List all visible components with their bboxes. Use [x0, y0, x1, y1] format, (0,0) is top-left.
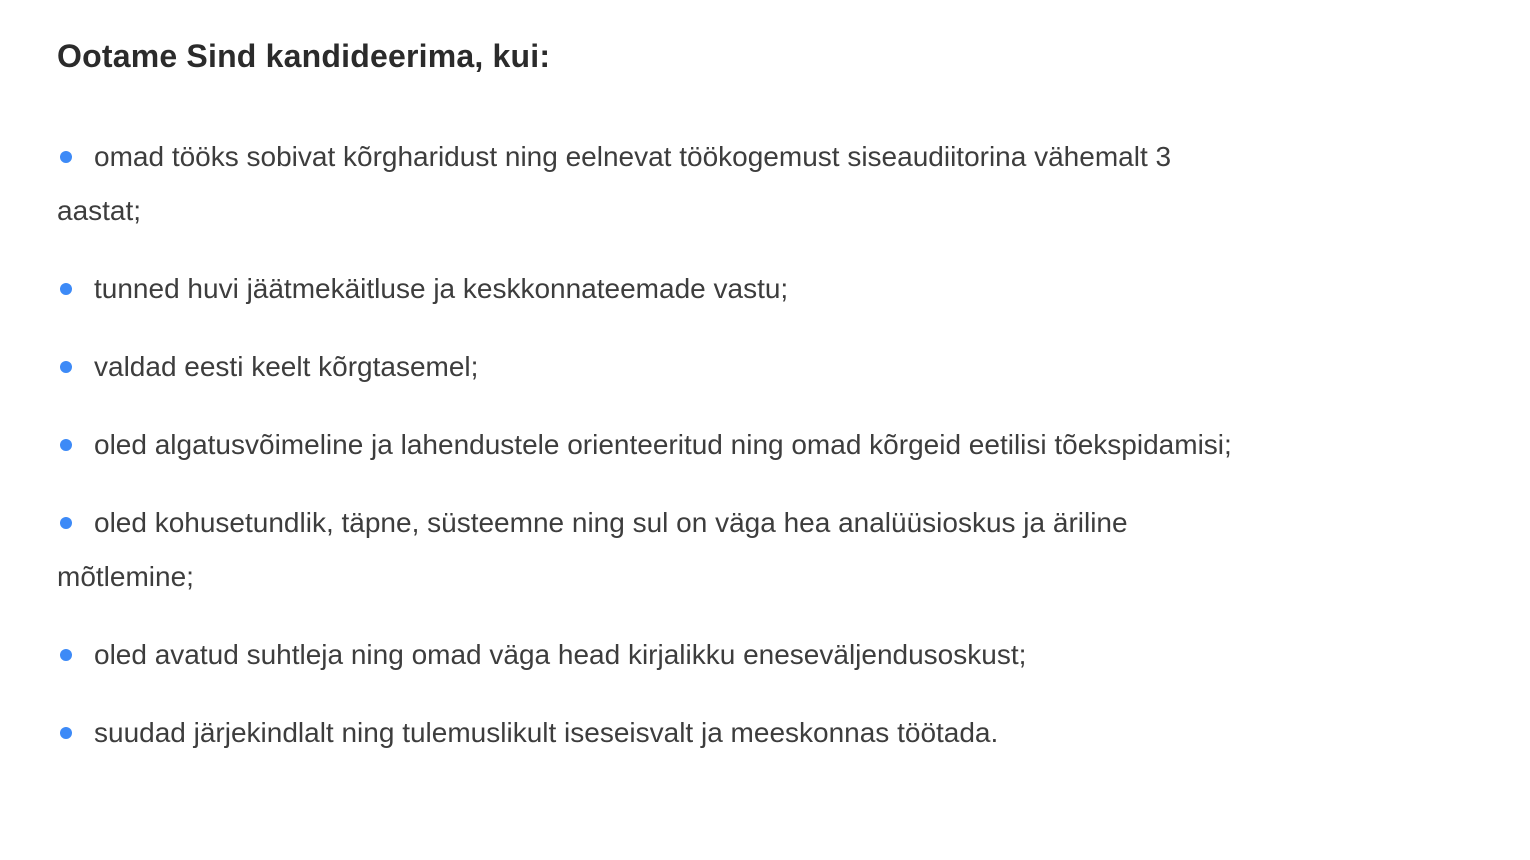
bullet-icon	[60, 151, 72, 163]
list-item-text: tunned huvi jäätmekäitluse ja keskkonnateemade vastu;	[94, 273, 789, 304]
list-item	[57, 340, 1257, 394]
bullet-icon	[60, 649, 72, 661]
list-item	[57, 706, 1257, 760]
list-item-text: oled avatud suhtleja ning omad väga head kirjalikku eneseväljendusoskust;	[94, 639, 1027, 670]
section-heading: Ootame Sind kandideerima, kui:	[57, 38, 551, 74]
bullet-icon	[60, 283, 72, 295]
list-item	[57, 496, 1257, 604]
requirements-list	[57, 130, 1470, 760]
bullet-icon	[60, 517, 72, 529]
bullet-icon	[60, 727, 72, 739]
bullet-icon	[60, 361, 72, 373]
list-item	[57, 262, 1257, 316]
list-item-text: omad tööks sobivat kõrgharidust ning eelnevat töökogemust siseaudiitorina vähemalt 3 aastat;	[57, 141, 1172, 226]
list-item-text: valdad eesti keelt kõrgtasemel;	[94, 351, 479, 382]
bullet-icon	[60, 439, 72, 451]
list-item	[57, 418, 1257, 472]
list-item	[57, 130, 1257, 238]
list-item	[57, 628, 1257, 682]
list-item-text: suudad järjekindlalt ning tulemuslikult iseseisvalt ja meeskonnas töötada.	[94, 717, 999, 748]
list-item-text: oled kohusetundlik, täpne, süsteemne ning sul on väga hea analüüsioskus ja äriline mõtlemine;	[57, 507, 1128, 592]
list-item-text: oled algatusvõimeline ja lahendustele orienteeritud ning omad kõrgeid eetilisi tõekspidamisi;	[94, 429, 1232, 460]
